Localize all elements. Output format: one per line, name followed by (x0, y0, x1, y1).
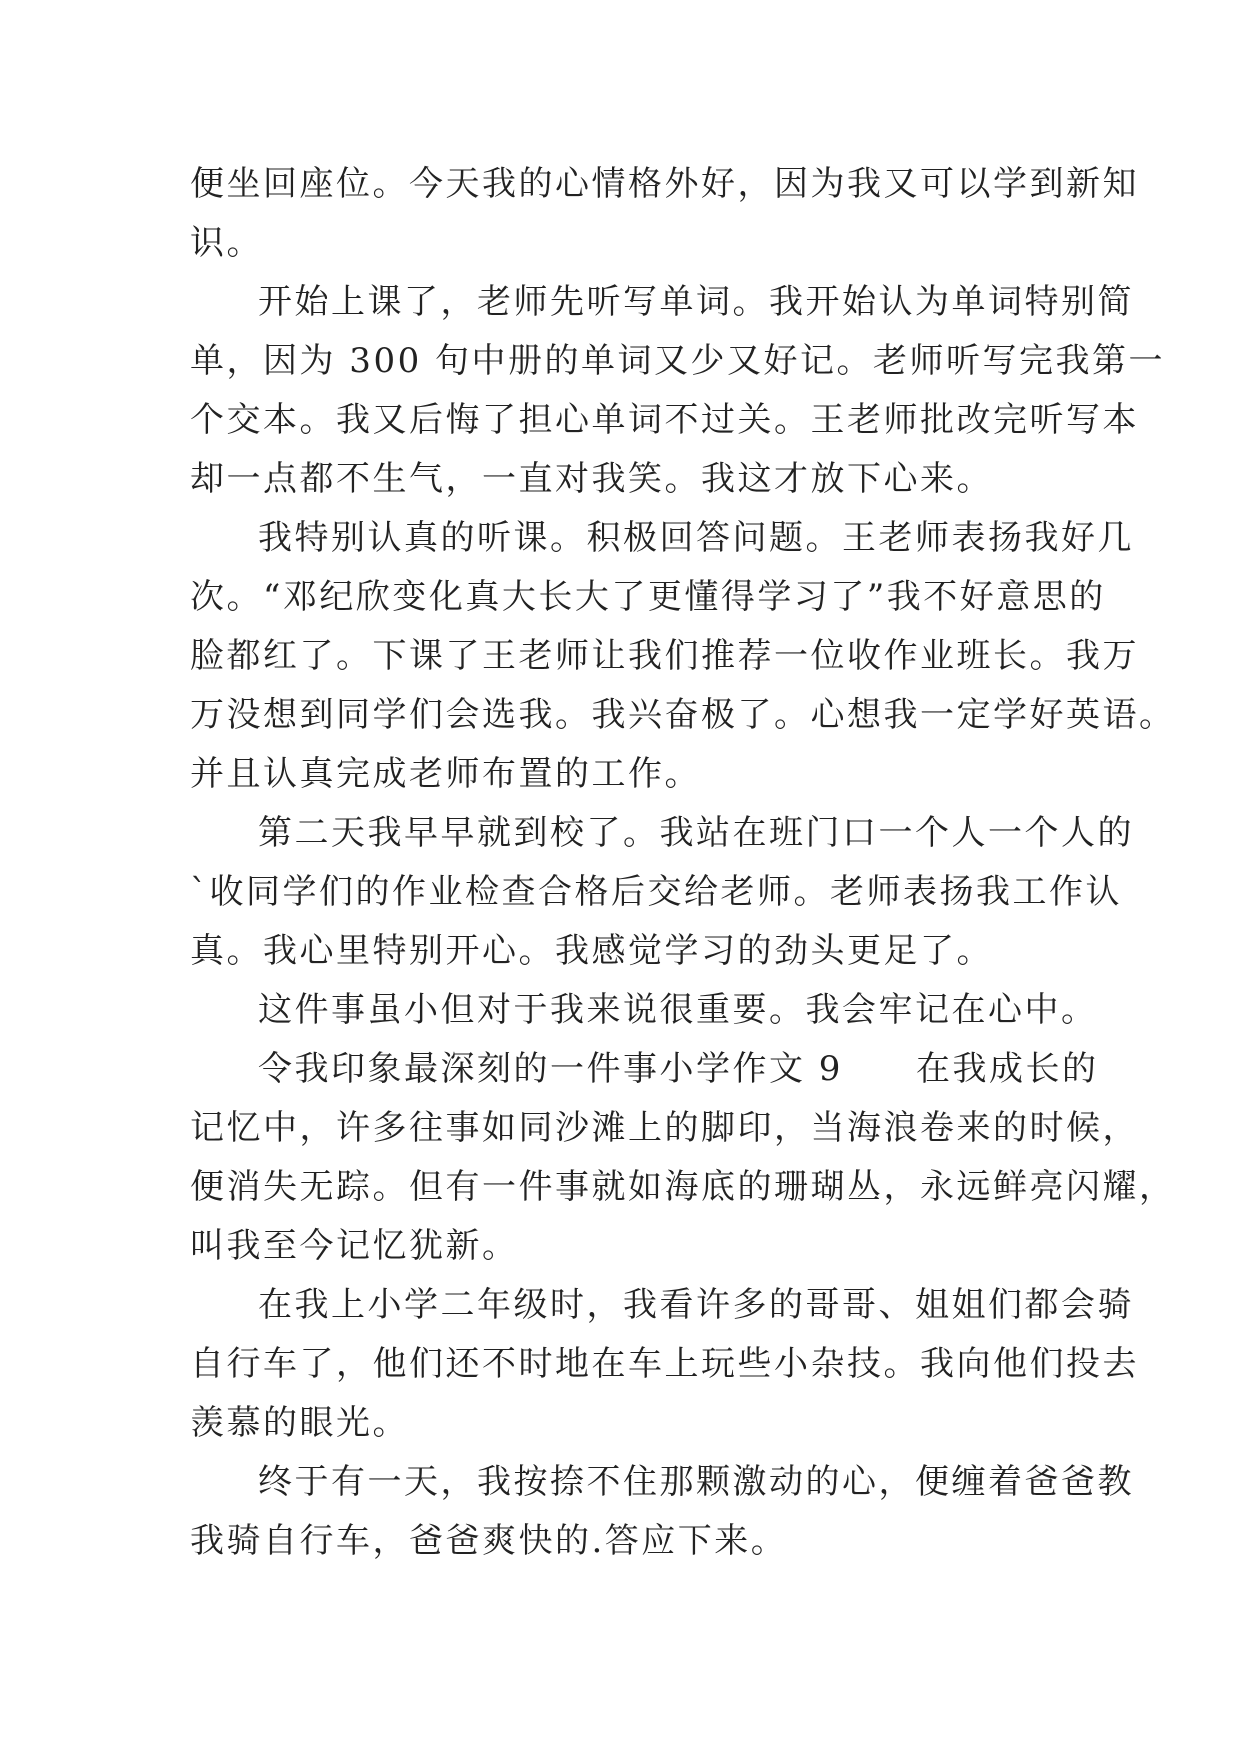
document-body (190, 155, 1176, 1571)
text-line: 记忆中，许多往事如同沙滩上的脚印，当海浪卷来的时候， (190, 1108, 1139, 1148)
text-line: 却一点都不生气，一直对我笑。我这才放下心来。 (190, 459, 993, 499)
text-line: 脸都红了。下课了王老师让我们推荐一位收作业班长。我万 (190, 636, 1139, 676)
text-line: 单，因为 300 句中册的单词又少又好记。老师听写完我第一 (190, 341, 1166, 381)
text-line: 我骑自行车，爸爸爽快的.答应下来。 (190, 1521, 788, 1561)
text-line: 这件事虽小但对于我来说很重要。我会牢记在心中。 (258, 990, 1098, 1030)
text-line: 真。我心里特别开心。我感觉学习的劲头更足了。 (190, 931, 993, 971)
text-line: 令我印象最深刻的一件事小学作文 9 在我成长的 (258, 1049, 1099, 1089)
text-line: 我特别认真的听课。积极回答问题。王老师表扬我好几 (258, 518, 1134, 558)
text-line: 自行车了，他们还不时地在车上玩些小杂技。我向他们投去 (190, 1344, 1139, 1384)
text-line: 个交本。我又后悔了担心单词不过关。王老师批改完听写本 (190, 400, 1139, 440)
text-line: 第二天我早早就到校了。我站在班门口一个人一个人的 (258, 813, 1134, 853)
text-line: 并且认真完成老师布置的工作。 (190, 754, 701, 794)
text-line: 终于有一天，我按捺不住那颗激动的心，便缠着爸爸教 (258, 1462, 1134, 1502)
text-line: `收同学们的作业检查合格后交给老师。老师表扬我工作认 (190, 872, 1122, 912)
text-line: 次。“邓纪欣变化真大长大了更懂得学习了”我不好意思的 (190, 577, 1106, 617)
text-line: 便坐回座位。今天我的心情格外好，因为我又可以学到新知 (190, 164, 1139, 204)
text-line: 叫我至今记忆犹新。 (190, 1226, 519, 1266)
text-line: 便消失无踪。但有一件事就如海底的珊瑚丛，永远鲜亮闪耀， (190, 1167, 1176, 1207)
text-line: 羡慕的眼光。 (190, 1403, 409, 1443)
text-line: 开始上课了，老师先听写单词。我开始认为单词特别简 (258, 282, 1134, 322)
text-line: 万没想到同学们会选我。我兴奋极了。心想我一定学好英语。 (190, 695, 1176, 735)
text-line: 在我上小学二年级时，我看许多的哥哥、姐姐们都会骑 (258, 1285, 1134, 1325)
text-line: 识。 (190, 223, 263, 263)
